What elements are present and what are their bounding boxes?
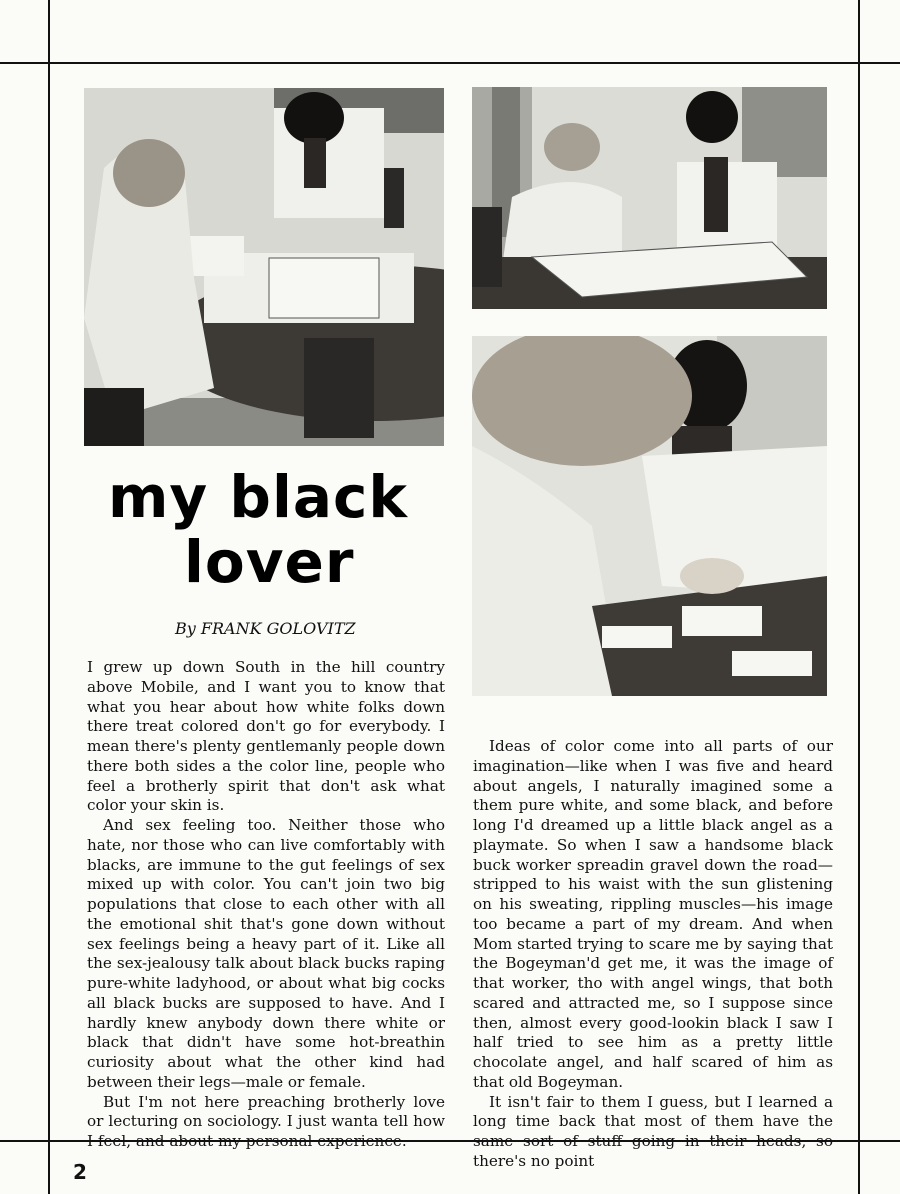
left-paragraph-3: But I'm not here preaching brotherly love or lecturing on sociology. I just wanta tell how I feel, and about my personal experience.: [87, 1092, 445, 1150]
left-paragraph-2: And sex feeling too. Neither those who hate, nor those who can live comfortably with blacks, are immune to the gut feelings of sex mixed up with color. You can't join two big populations that close to each other with all the emotional shit that's gone down without sex feelings being a heavy part of it. Like all the sex-jealousy talk about black bucks raping pure-white ladyhood, or about what big cocks all black bucks are supposed to have. And I hardly knew anybody down there white or black that didn't have some hot-breathin curiosity about what the other kind had between their legs—male or female.: [87, 816, 445, 1091]
right-paragraph-2: It isn't fair to them I guess, but I learned a long time back that most of them have the same sort of stuff going in their heads, so there's no point: [473, 1092, 833, 1170]
photo-game-table-top-right: [472, 87, 827, 309]
left-margin-rule: [48, 0, 50, 1194]
right-margin-rule: [858, 0, 860, 1194]
right-text-column: [473, 737, 833, 1172]
article-title-line-1: my black: [108, 463, 408, 531]
right-paragraph-1: Ideas of color come into all parts of our imagination—like when I was five and heard about angels, I naturally imagined some a them pure white, and some black, and before long I'd dreamed up a little black angel as a playmate. So when I saw a handsome black buck worker spreadin gravel down the road—stripped to his waist with the sun glistening on his sweating, rippling muscles—his image too became a part of my dream. And when Mom started trying to scare me by saying that the Bogeyman'd get me, it was the image of that worker, tho with angel wings, that both scared and attracted me, so I suppose since then, almost every good-lookin black I saw I half tried to see him as a pretty little chocolate angel, and half scared of him as that old Bogeyman.: [473, 737, 833, 1091]
left-paragraph-1: I grew up down South in the hill country above Mobile, and I want you to know that what you hear about how white folks down there treat colored don't go for everybody. I mean there's plenty gentlemanly people down there both sides a the color line, people who feel a brotherly spirit that don't ask what color your skin is.: [87, 658, 445, 815]
top-rule: [0, 62, 900, 64]
photo-game-closeup: [472, 336, 827, 696]
article-title-line-2: lover: [184, 528, 355, 596]
byline: By FRANK GOLOVITZ: [175, 619, 356, 638]
photo-game-table-left: [84, 88, 444, 446]
left-text-column: [87, 658, 445, 1152]
page-number: 2: [73, 1160, 87, 1184]
